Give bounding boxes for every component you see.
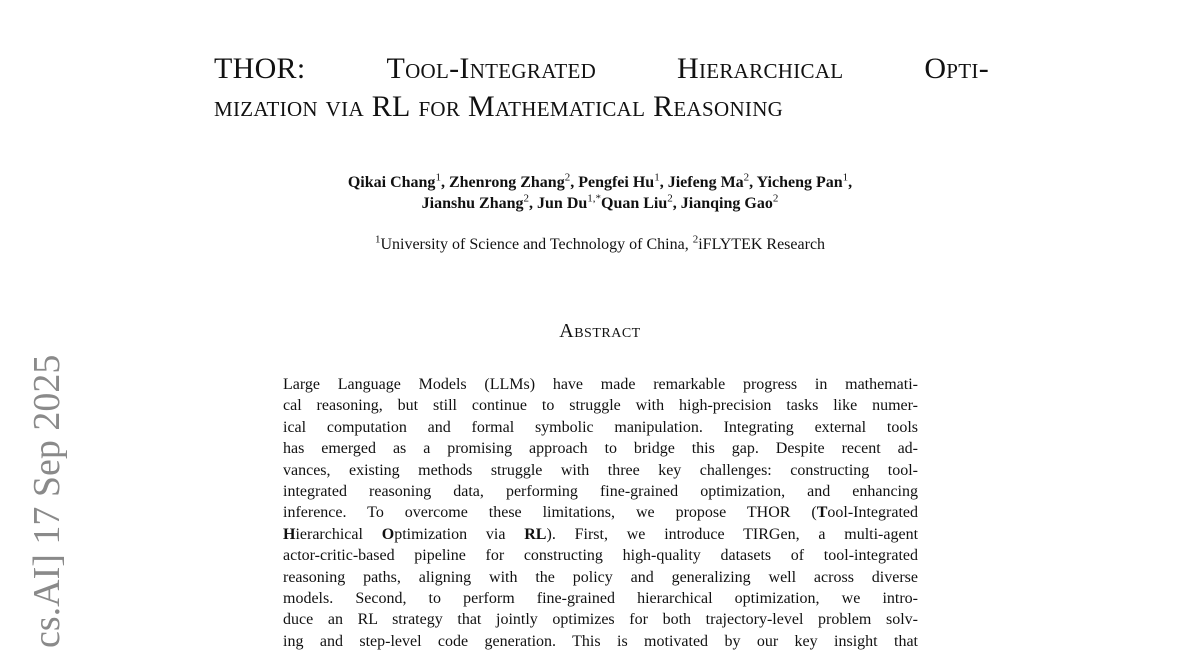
abstract-line: vances, existing methods struggle with three key challenges: constructing tool- <box>283 461 918 479</box>
title-word: for <box>410 90 469 123</box>
title-word: RL <box>371 90 411 123</box>
abstract-text: ool-Integrated <box>827 504 918 522</box>
author-affiliation-mark: 2 <box>743 171 750 184</box>
abstract-body <box>283 374 918 652</box>
affiliation-mark: 1 <box>374 233 381 246</box>
author-affiliation-mark: 1 <box>842 171 849 184</box>
author-affiliation-mark: 1 <box>435 171 441 184</box>
title-word: Tool-Integrated <box>386 52 677 85</box>
author-separator: , <box>848 174 853 191</box>
affiliations <box>0 234 1200 256</box>
author-name: Yicheng Pan <box>756 174 843 191</box>
author-affiliation-mark: 2 <box>523 192 530 205</box>
abstract-line: cal reasoning, but still continue to struggle with high-precision tasks like numer- <box>283 397 918 415</box>
abstract-line: models. Second, to perform fine-grained hierarchical optimization, we intro- <box>283 590 918 608</box>
author-separator: , <box>749 174 757 191</box>
affiliation-name: iFLYTEK Research <box>698 236 826 253</box>
abstract-text: ). First, we introduce TIRGen, a multi-agent <box>546 525 919 543</box>
author-name: Zhenrong Zhang <box>448 174 565 191</box>
abstract-line: reasoning paths, aligning with the policy and generalizing well across diverse <box>283 568 918 586</box>
author-name: Jun Du <box>537 195 588 212</box>
author-affiliation-mark: 2 <box>667 192 673 205</box>
abstract-text: inference. To overcome these limitations, we propose THOR ( <box>283 504 817 522</box>
author-separator: , <box>659 174 668 191</box>
abstract-text: ierarchical <box>295 525 382 543</box>
abstract-bold-letter: O <box>381 525 395 543</box>
author-name: Jiefeng Ma <box>667 174 744 191</box>
author-separator: , <box>672 195 681 212</box>
abstract-bold-letter: T <box>816 504 828 522</box>
abstract-line <box>283 524 918 545</box>
abstract-bold-letter: RL <box>524 525 547 543</box>
author-separator: , <box>529 195 538 212</box>
abstract-line: integrated reasoning data, performing fine-grained optimization, and enhancing <box>283 483 918 501</box>
abstract-heading: Abstract <box>559 320 641 342</box>
author-name: Jianqing Gao <box>680 195 773 212</box>
author-affiliation-mark: 2 <box>564 171 571 184</box>
abstract-text: ptimization via <box>394 525 525 543</box>
abstract-line: ical computation and formal symbolic manipulation. Integrating external tools <box>283 418 918 436</box>
author-name: Jianshu Zhang <box>421 195 524 212</box>
title-word: Mathematical <box>468 90 654 123</box>
abstract-line: ing and step-level code generation. This is motivated by our key insight that <box>283 632 918 650</box>
author-list <box>0 172 1200 214</box>
title-word: THOR: <box>214 52 387 85</box>
affiliation-name: University of Science and Technology of China, <box>380 236 693 253</box>
author-separator: , <box>570 174 579 191</box>
title-line-1 <box>214 50 989 88</box>
author-affiliation-mark: 2 <box>772 192 779 205</box>
abstract-line: has emerged as a promising approach to bridge this gap. Despite recent ad- <box>283 440 918 458</box>
author-name: Pengfei Hu <box>578 174 655 191</box>
paper-title <box>214 50 994 126</box>
author-separator: , <box>440 174 449 191</box>
abstract-line: duce an RL strategy that jointly optimizes for both trajectory-level problem solv- <box>283 611 918 629</box>
author-affiliation-mark: 1 <box>654 171 660 184</box>
title-word: Reasoning <box>653 90 784 123</box>
author-affiliation-mark: 1,* <box>587 192 602 205</box>
abstract-bold-letter: H <box>283 525 296 543</box>
author-name: Qikai Chang <box>347 174 436 191</box>
title-word: Hierarchical <box>676 52 925 85</box>
abstract-line <box>283 502 918 523</box>
author-row-1 <box>0 172 1200 193</box>
title-word: mization via <box>214 90 372 123</box>
author-name: Quan Liu <box>601 195 668 212</box>
title-word: Opti- <box>924 52 989 85</box>
affiliation-mark: 2 <box>692 233 699 246</box>
author-row-2 <box>0 193 1200 214</box>
arxiv-identifier-stamp: cs.AI] 17 Sep 2025 <box>26 354 68 648</box>
title-line-2 <box>214 88 994 126</box>
abstract-line: actor-critic-based pipeline for constructing high-quality datasets of tool-integrated <box>283 547 918 565</box>
abstract-line: Large Language Models (LLMs) have made remarkable progress in mathemati- <box>283 376 918 393</box>
